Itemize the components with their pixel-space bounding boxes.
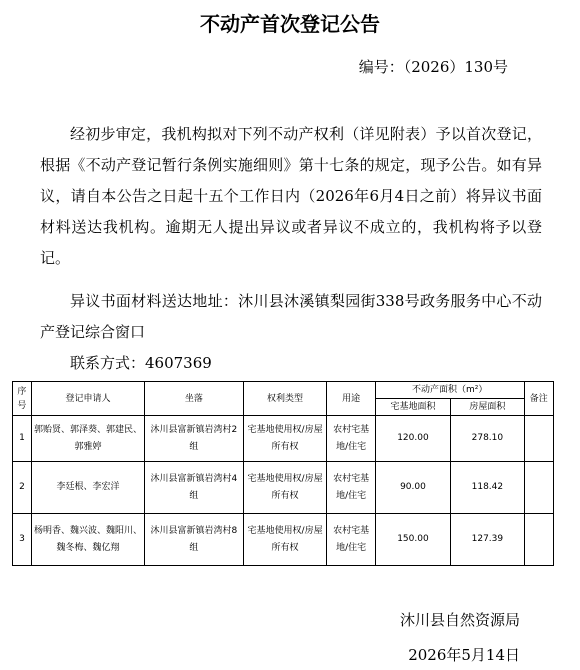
cell-right-type: 宅基地使用权/房屋所有权 [243,514,327,566]
cell-location: 沐川县富新镇岩湾村8组 [145,514,244,566]
header-seq: 序号 [13,382,32,416]
issuer-signature: 沐川县自然资源局 [399,611,520,629]
objection-address: 异议书面材料送达地址：沐川县沐溪镇梨园街338号政务服务中心不动产登记综合窗口 [40,292,542,341]
document-number: 编号：（2026）130号 [358,58,508,76]
header-area-group: 不动产面积（m²） [375,382,524,399]
cell-land-area: 120.00 [375,416,450,462]
cell-seq: 2 [13,462,32,514]
cell-location: 沐川县富新镇岩湾村4组 [145,462,244,514]
cell-usage: 农村宅基地/住宅 [327,514,375,566]
cell-remark [524,416,553,462]
cell-house-area: 118.42 [451,462,524,514]
cell-right-type: 宅基地使用权/房屋所有权 [243,416,327,462]
issue-date: 2026年5月14日 [408,646,520,664]
cell-land-area: 90.00 [375,462,450,514]
cell-applicant: 郭贻贤、郭泽葵、郭建民、郭雅婷 [31,416,144,462]
cell-applicant: 李廷根、李宏洋 [31,462,144,514]
registration-table [12,381,554,566]
table-row [13,514,554,566]
cell-right-type: 宅基地使用权/房屋所有权 [243,462,327,514]
table-header-row [13,382,554,399]
header-right-type: 权利类型 [243,382,327,416]
cell-house-area: 278.10 [451,416,524,462]
header-usage: 用途 [327,382,375,416]
cell-seq: 1 [13,416,32,462]
cell-location: 沐川县富新镇岩湾村2组 [145,416,244,462]
cell-applicant: 杨明香、魏兴波、魏阳川、魏冬梅、魏亿翔 [31,514,144,566]
header-remark: 备注 [524,382,553,416]
announcement-body: 经初步审定，我机构拟对下列不动产权利（详见附表）予以首次登记，根据《不动产登记暂行条例实施细则》第十七条的规定，现予公告。如有异议，请自本公告之日起十五个工作日内（2026年6月4日之前）将异议书面材料送达我机构。逾期无人提出异议或者异议不成立的，我机构将予以登记。 [40,125,542,267]
header-house-area: 房屋面积 [451,399,524,416]
contact-info: 联系方式：4607369 [70,354,212,372]
header-land-area: 宅基地面积 [375,399,450,416]
page-title: 不动产首次登记公告 [200,12,380,36]
cell-house-area: 127.39 [451,514,524,566]
header-applicant: 登记申请人 [31,382,144,416]
table-row [13,416,554,462]
cell-remark [524,514,553,566]
table-row [13,462,554,514]
cell-usage: 农村宅基地/住宅 [327,416,375,462]
cell-seq: 3 [13,514,32,566]
header-location: 坐落 [145,382,244,416]
cell-usage: 农村宅基地/住宅 [327,462,375,514]
cell-remark [524,462,553,514]
cell-land-area: 150.00 [375,514,450,566]
